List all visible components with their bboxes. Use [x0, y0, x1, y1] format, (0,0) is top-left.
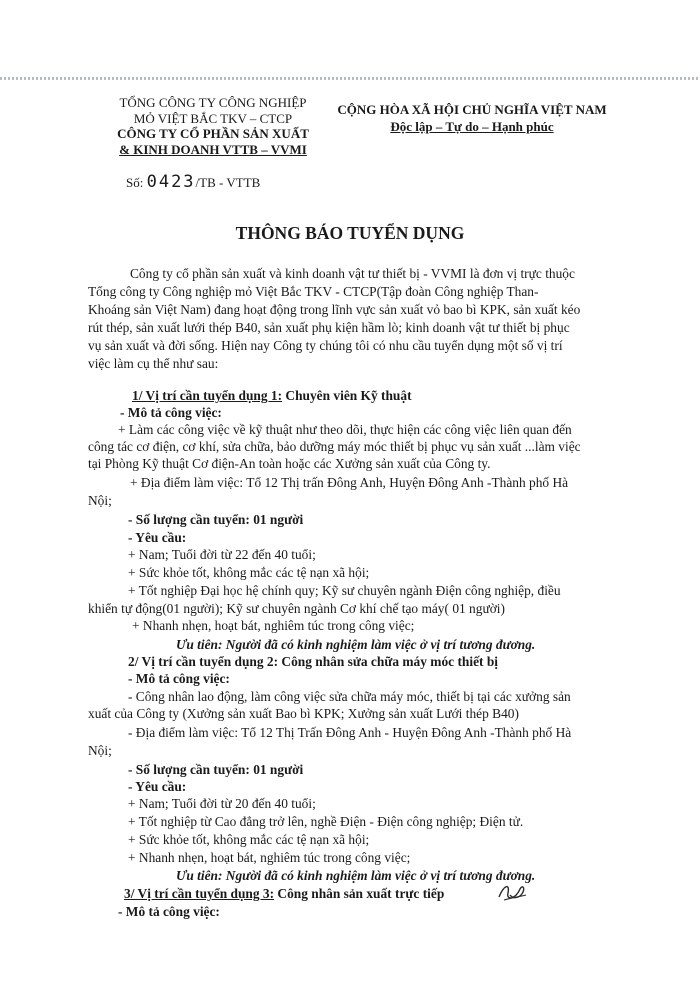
position-2-req-label: - Yêu cầu:: [128, 779, 187, 794]
initials-signature: [496, 881, 528, 903]
intro-line: vụ sản xuất và đời sống. Hiện nay Công ty chúng tôi có nhu cầu tuyển dụng một số vị trí: [88, 338, 563, 353]
company-name-line-2-text: & KINH DOANH VTTB – VVMI: [119, 141, 307, 157]
national-header: [322, 101, 622, 135]
position-3-label: 3/ Vị trí cần tuyển dụng 3:: [124, 886, 275, 901]
position-1-label: 1/ Vị trí cần tuyển dụng 1:: [132, 388, 283, 403]
position-2-desc-label: - Mô tả công việc:: [128, 671, 230, 686]
document-number-suffix: /TB - VTTB: [195, 175, 261, 190]
position-2-desc-line: xuất của Công ty (Xưởng sản xuất Bao bì KPK; Xưởng sản xuất Lưới thép B40): [88, 706, 519, 721]
position-1-desc-line: + Làm các công việc về kỹ thuật như theo dõi, thực hiện các công việc liên quan đến: [118, 422, 572, 437]
intro-line: việc làm cụ thể như sau:: [88, 356, 219, 371]
intro-line: Công ty cổ phần sản xuất và kinh doanh vật tư thiết bị - VVMI là đơn vị trực thuộc: [130, 266, 575, 281]
document-number: [126, 172, 260, 192]
position-2-heading: [128, 653, 498, 671]
position-2-req-line: + Nhanh nhẹn, hoạt bát, nghiêm túc trong công việc;: [128, 850, 411, 865]
position-1-desc-line: công tác cơ điện, cơ khí, sửa chữa, bảo dưỡng máy móc thiết bị phục vụ sản xuất ...làm việc: [88, 439, 581, 454]
position-1-location: + Địa điểm làm việc: Tổ 12 Thị trấn Đông Anh, Huyện Đông Anh -Thành phố Hà: [130, 475, 569, 490]
country-name: CỘNG HÒA XÃ HỘI CHỦ NGHĨA VIỆT NAM: [337, 102, 607, 117]
position-1-req-line: + Tốt nghiệp Đại học hệ chính quy; Kỹ sư chuyên ngành Điện công nghiệp, điều: [128, 583, 561, 598]
position-1-heading: [132, 387, 412, 405]
position-2-location: - Địa điểm làm việc: Tổ 12 Thị Trấn Đông Anh - Huyện Đông Anh -Thành phố Hà: [128, 725, 572, 740]
document-number-value: 0423: [146, 172, 196, 192]
position-1-req-line: khiển tự động(01 người); Kỹ sư chuyên ngành Cơ khí chế tạo máy( 01 người): [88, 601, 505, 616]
parent-org-line-1: TỔNG CÔNG TY CÔNG NGHIỆP: [119, 95, 307, 110]
position-1-title: Chuyên viên Kỹ thuật: [285, 388, 412, 403]
position-2-priority: Ưu tiên: Người đã có kinh nghiệm làm việc ở vị trí tương đương.: [176, 868, 536, 883]
position-1-quantity: - Số lượng cần tuyển: 01 người: [128, 512, 304, 527]
position-1-req-line: + Nam; Tuổi đời từ 22 đến 40 tuổi;: [128, 547, 316, 562]
intro-line: Tổng công ty Công nghiệp mỏ Việt Bắc TKV - CTCP(Tập đoàn Công nghiệp Than-: [88, 284, 539, 299]
intro-line: Khoáng sản Việt Nam) đang hoạt động trong lĩnh vực sản xuất vỏ bao bì KPK, sản xuất kéo: [88, 302, 581, 317]
position-2-label: 2/ Vị trí cần tuyển dụng 2:: [128, 654, 279, 669]
position-2-req-line: + Sức khỏe tốt, không mắc các tệ nạn xã hội;: [128, 832, 370, 847]
national-motto: Độc lập – Tự do – Hạnh phúc: [390, 119, 554, 134]
company-name-line-1: CÔNG TY CỔ PHẦN SẢN XUẤT: [117, 126, 309, 141]
position-2-req-line: + Nam; Tuổi đời từ 20 đến 40 tuổi;: [128, 796, 316, 811]
position-3-desc-label: - Mô tả công việc:: [118, 904, 220, 919]
scan-edge-line: [0, 77, 700, 80]
company-name-line-2: [88, 142, 338, 158]
intro-line: rút thép, sản xuất lưới thép B40, sản xuất phụ kiện hầm lò; kinh doanh vật tư thiết bị phục: [88, 320, 570, 335]
position-1-req-line: + Sức khỏe tốt, không mắc các tệ nạn xã hội;: [128, 565, 370, 580]
position-2-req-line: + Tốt nghiệp từ Cao đẳng trở lên, nghề Điện - Điện công nghiệp; Điện tử.: [128, 814, 524, 829]
document-number-prefix: Số:: [126, 175, 144, 190]
organization-header: [88, 95, 338, 157]
position-3-title: Công nhân sản xuất trực tiếp: [277, 886, 445, 901]
position-1-req-label: - Yêu cầu:: [128, 530, 187, 545]
position-2-title: Công nhân sửa chữa máy móc thiết bị: [281, 654, 498, 669]
position-2-quantity: - Số lượng cần tuyển: 01 người: [128, 762, 304, 777]
position-1-desc-label: - Mô tả công việc:: [120, 405, 222, 420]
position-1-location-cont: Nội;: [88, 493, 112, 508]
position-2-location-cont: Nội;: [88, 743, 112, 758]
position-3-heading: [124, 885, 444, 903]
position-2-desc-line: - Công nhân lao động, làm công việc sửa chữa máy móc, thiết bị tại các xưởng sản: [128, 689, 571, 704]
document-title: THÔNG BÁO TUYỂN DỤNG: [235, 223, 465, 243]
position-1-desc-line: tại Phòng Kỹ thuật Cơ điện-An toàn hoặc các Xưởng sản xuất của Công ty.: [88, 456, 491, 471]
position-1-priority: Ưu tiên: Người đã có kinh nghiệm làm việc ở vị trí tương đương.: [176, 637, 536, 652]
parent-org-line-2: MỎ VIỆT BẮC TKV – CTCP: [133, 110, 293, 126]
position-1-req-line: + Nhanh nhẹn, hoạt bát, nghiêm túc trong công việc;: [132, 618, 415, 633]
